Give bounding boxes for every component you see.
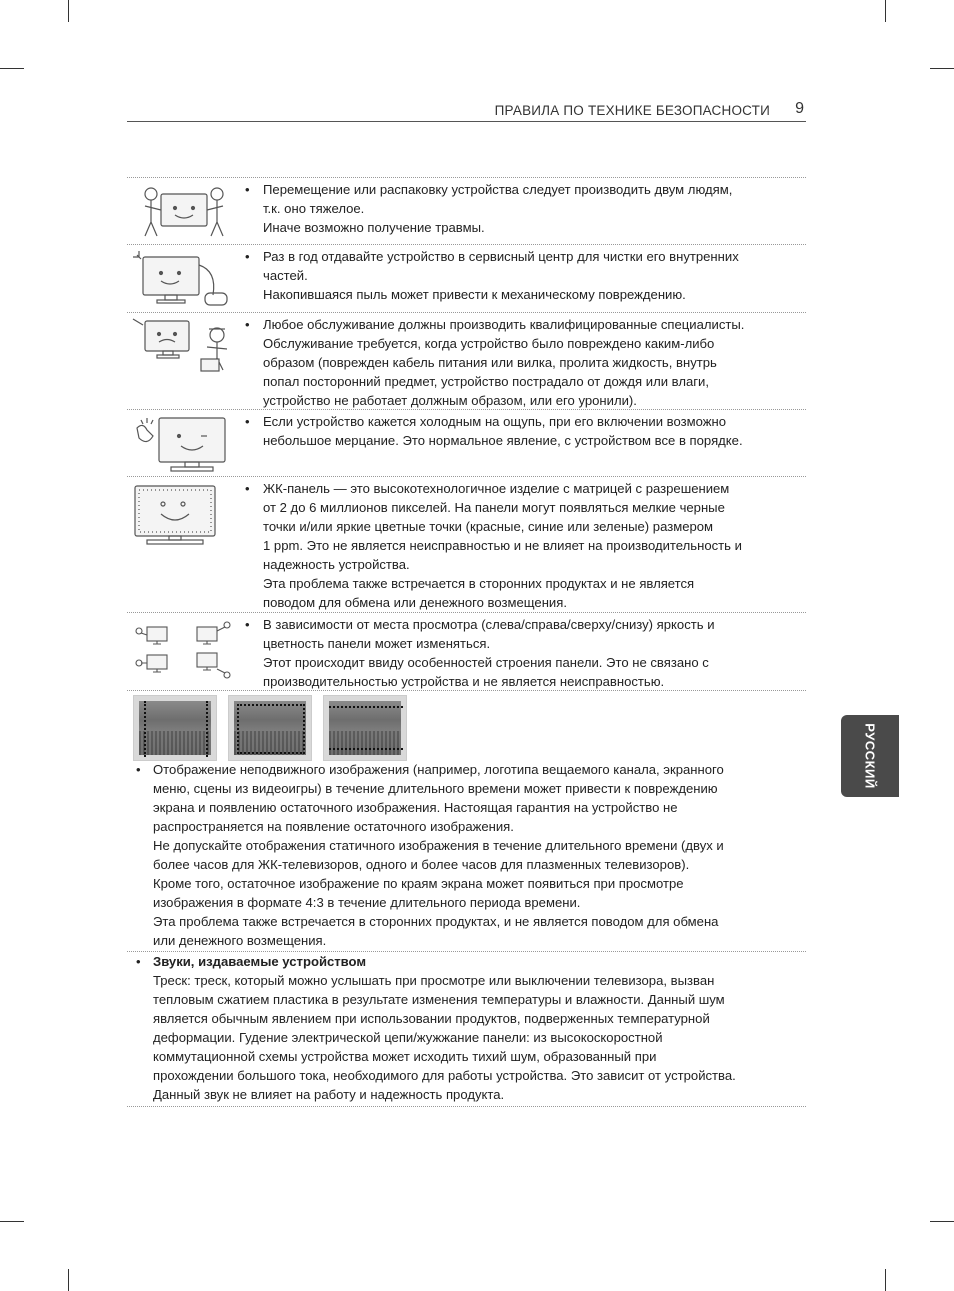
- tv-service-technician-icon: [131, 315, 237, 377]
- sounds-text-line: коммутационной схемы устройства может исходить тихий шум, образованный при: [153, 1049, 657, 1064]
- crop-mark: [930, 1221, 954, 1222]
- sounds-heading: Звуки, издаваемые устройством: [153, 954, 367, 969]
- afterimage-text-line: Отображение неподвижного изображения (например, логотипа вещаемого канала, экранного: [153, 762, 724, 777]
- crop-mark: [0, 1221, 24, 1222]
- tv-vacuum-cleaning-icon: [131, 249, 237, 311]
- row-text-line: Раз в год отдавайте устройство в сервисный центр для чистки его внутренних: [263, 249, 739, 264]
- bullet-marker: •: [245, 317, 250, 332]
- row-text-line: надежность устройства.: [263, 557, 410, 572]
- row-text-line: Любое обслуживание должны производить квалифицированные специалисты.: [263, 317, 745, 332]
- bullet-marker: •: [245, 249, 250, 264]
- row-text-line: точки и/или яркие цветные точки (красные, синие или зеленые) размером: [263, 519, 714, 534]
- row-text-line: устройство не работает должным образом, или его уронили).: [263, 393, 637, 408]
- sounds-text-line: тепловым сжатием пластика в результате изменения температуры и влажности. Данный шум: [153, 992, 725, 1007]
- winking-tv-icon: [131, 414, 237, 476]
- crop-mark: [0, 68, 24, 69]
- afterimage-text-line: Эта проблема также встречается в сторонних продуктах, и не является поводом для обмена: [153, 914, 719, 929]
- safety-row: [127, 244, 806, 312]
- afterimage-frame-thumbnail: [228, 695, 312, 761]
- safety-row: [127, 409, 806, 476]
- row-divider: [127, 690, 806, 691]
- afterimage-text-line: более часов для ЖК-телевизоров, одного и более часов для плазменных телевизоров).: [153, 857, 690, 872]
- bullet-marker: •: [245, 414, 250, 429]
- two-people-carrying-tv-icon: [131, 182, 237, 244]
- row-text-line: образом (поврежден кабель питания или вилка, пролита жидкость, внутрь: [263, 355, 717, 370]
- page-number: 9: [795, 100, 804, 117]
- sounds-text-line: деформации. Гудение электрической цепи/жужжание панели: из высокоскоростной: [153, 1030, 663, 1045]
- afterimage-text-line: или денежного возмещения.: [153, 933, 327, 948]
- row-text-line: т.к. оно тяжелое.: [263, 201, 365, 216]
- afterimage-text-line: распространяется на появление остаточного изображения.: [153, 819, 514, 834]
- row-text-line: небольшое мерцание. Это нормальное явление, с устройством все в порядке.: [263, 433, 743, 448]
- row-text-line: поводом для обмена или денежного возмещения.: [263, 595, 567, 610]
- afterimage-letterbox-thumbnail: [323, 695, 407, 761]
- row-text-line: ЖК-панель — это высокотехнологичное изделие с матрицей с разрешением: [263, 481, 730, 496]
- afterimage-section: [127, 760, 806, 950]
- sounds-text-line: является обычным явлением при использовании продуктов, подверженных температурной: [153, 1011, 710, 1026]
- safety-row: [127, 177, 806, 244]
- sounds-section: [127, 952, 806, 1104]
- afterimage-marker: [144, 701, 208, 757]
- row-divider: [127, 1106, 806, 1107]
- afterimage-text-line: Кроме того, остаточное изображение по краям экрана может появиться при просмотре: [153, 876, 684, 891]
- language-tab: [841, 715, 899, 797]
- bullet-marker: •: [245, 481, 250, 496]
- afterimage-marker: [237, 704, 305, 754]
- safety-row: [127, 312, 806, 409]
- bullet-marker: •: [136, 954, 141, 969]
- row-text-line: Обслуживание требуется, когда устройство было повреждено каким-либо: [263, 336, 715, 351]
- afterimage-text-line: меню, сцены из видеоигры) в течение длительного времени может привести к повреждению: [153, 781, 718, 796]
- safety-row: [127, 612, 806, 690]
- row-text-line: попал посторонний предмет, устройство пострадало от дождя или влаги,: [263, 374, 709, 389]
- crop-mark: [68, 0, 69, 22]
- safety-row: [127, 476, 806, 612]
- row-text-line: Перемещение или распаковку устройства следует производить двум людям,: [263, 182, 733, 197]
- row-text-line: 1 ppm. Это не является неисправностью и не влияет на производительность и: [263, 538, 742, 553]
- row-text-line: от 2 до 6 миллионов пикселей. На панели могут появляться мелкие черные: [263, 500, 725, 515]
- crop-mark: [885, 0, 886, 22]
- row-text-line: производительностью устройства и не является неисправностью.: [263, 674, 665, 689]
- afterimage-marker: [329, 706, 403, 750]
- afterimage-text-line: Не допускайте отображения статичного изображения в течение длительного времени (двух и: [153, 838, 724, 853]
- language-tab-label: РУССКИЙ: [862, 723, 878, 789]
- row-text-line: частей.: [263, 268, 308, 283]
- afterimage-text-line: экрана и появлению остаточного изображения. Настоящая гарантия на устройство не: [153, 800, 678, 815]
- sounds-text-line: Данный звук не влияет на работу и надежность продукта.: [153, 1087, 505, 1102]
- row-text-line: цветность панели может изменяться.: [263, 636, 491, 651]
- tv-pixel-dots-icon: [131, 482, 237, 548]
- crop-mark: [68, 1269, 69, 1291]
- sounds-text-line: Треск: треск, который можно услышать при просмотре или выключении телевизора, вызван: [153, 973, 715, 988]
- row-text-line: Эта проблема также встречается в сторонних продуктах и не является: [263, 576, 695, 591]
- bullet-marker: •: [245, 182, 250, 197]
- section-title: ПРАВИЛА ПО ТЕХНИКЕ БЕЗОПАСНОСТИ: [494, 103, 770, 118]
- row-text-line: Этот происходит ввиду особенностей строения панели. Это не связано с: [263, 655, 709, 670]
- afterimage-text-line: изображения в формате 4:3 в течение длительного периода времени.: [153, 895, 581, 910]
- crop-mark: [885, 1269, 886, 1291]
- sounds-text-line: прохождении большого тока, необходимого для работы устройства. Это зависит от устройства.: [153, 1068, 736, 1083]
- row-text-line: Если устройство кажется холодным на ощупь, при его включении возможно: [263, 414, 727, 429]
- crop-mark: [930, 68, 954, 69]
- bullet-marker: •: [136, 762, 141, 777]
- page-header: [127, 100, 806, 122]
- viewing-angle-tv-icon: [131, 619, 237, 681]
- afterimage-thumbnails: [133, 695, 409, 761]
- bullet-marker: •: [245, 617, 250, 632]
- row-text-line: Накопившаяся пыль может привести к механическому повреждению.: [263, 287, 686, 302]
- row-text-line: Иначе возможно получение травмы.: [263, 220, 485, 235]
- row-text-line: В зависимости от места просмотра (слева/справа/сверху/снизу) яркость и: [263, 617, 715, 632]
- afterimage-side-bars-thumbnail: [133, 695, 217, 761]
